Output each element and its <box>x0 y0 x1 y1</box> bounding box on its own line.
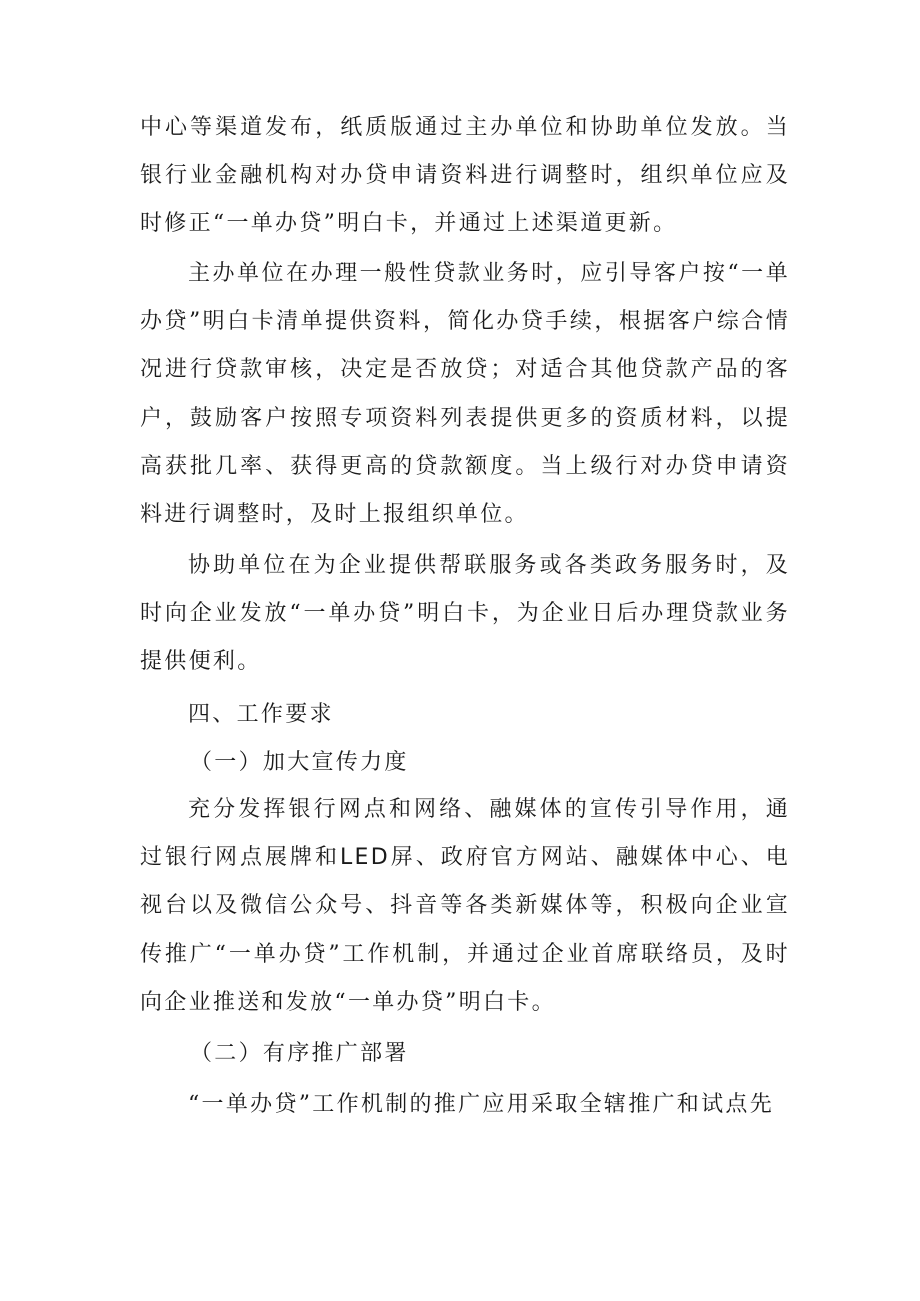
paragraph-publicity-text-2: 屏、政府官方网站、融媒体中心、电视台以及微信公众号、抖音等各类新媒体等，积极向企业宣传推广“一单办贷”工作机制，并通过企业首席联络员，及时向企业推送和发放“一单办贷”明白卡。 <box>140 845 790 1015</box>
paragraph-assisting-unit-duties: 协助单位在为企业提供帮联服务或各类政务服务时，及时向企业发放“一单办贷”明白卡，为企业日后办理贷款业务提供便利。 <box>140 553 790 675</box>
subsection-heading-rollout: （二）有序推广部署 <box>190 1041 409 1066</box>
subsection-heading-publicity: （一）加大宣传力度 <box>190 750 409 775</box>
section-heading-work-requirements: 四、工作要求 <box>188 702 334 727</box>
paragraph-rollout: “一单办贷”工作机制的推广应用采取全辖推广和试点先 <box>188 1092 774 1117</box>
paragraph-host-unit-duties: 主办单位在办理一般性贷款业务时，应引导客户按“一单办贷”明白卡清单提供资料，简化办贷手续，根据客户综合情况进行贷款审核，决定是否放贷；对适合其他贷款产品的客户，鼓励客户按照专项资料列表提供更多的资质材料，以提高获批几率、获得更高的贷款额度。当上级行对办贷申请资料进行调整时，及时上报组织单位。 <box>140 261 790 528</box>
paragraph-publicity-led: LED <box>340 845 390 871</box>
paragraph-publicity-text-1: 充分发挥银行网点和网络、融媒体的宣传引导作用，通过银行网点展牌和 <box>140 797 790 871</box>
paragraph-publicity <box>140 786 790 1027</box>
paragraph-channel-release: 中心等渠道发布，纸质版通过主办单位和协助单位发放。当银行业金融机构对办贷申请资料进行调整时，组织单位应及时修正“一单办贷”明白卡，并通过上述渠道更新。 <box>140 115 790 237</box>
